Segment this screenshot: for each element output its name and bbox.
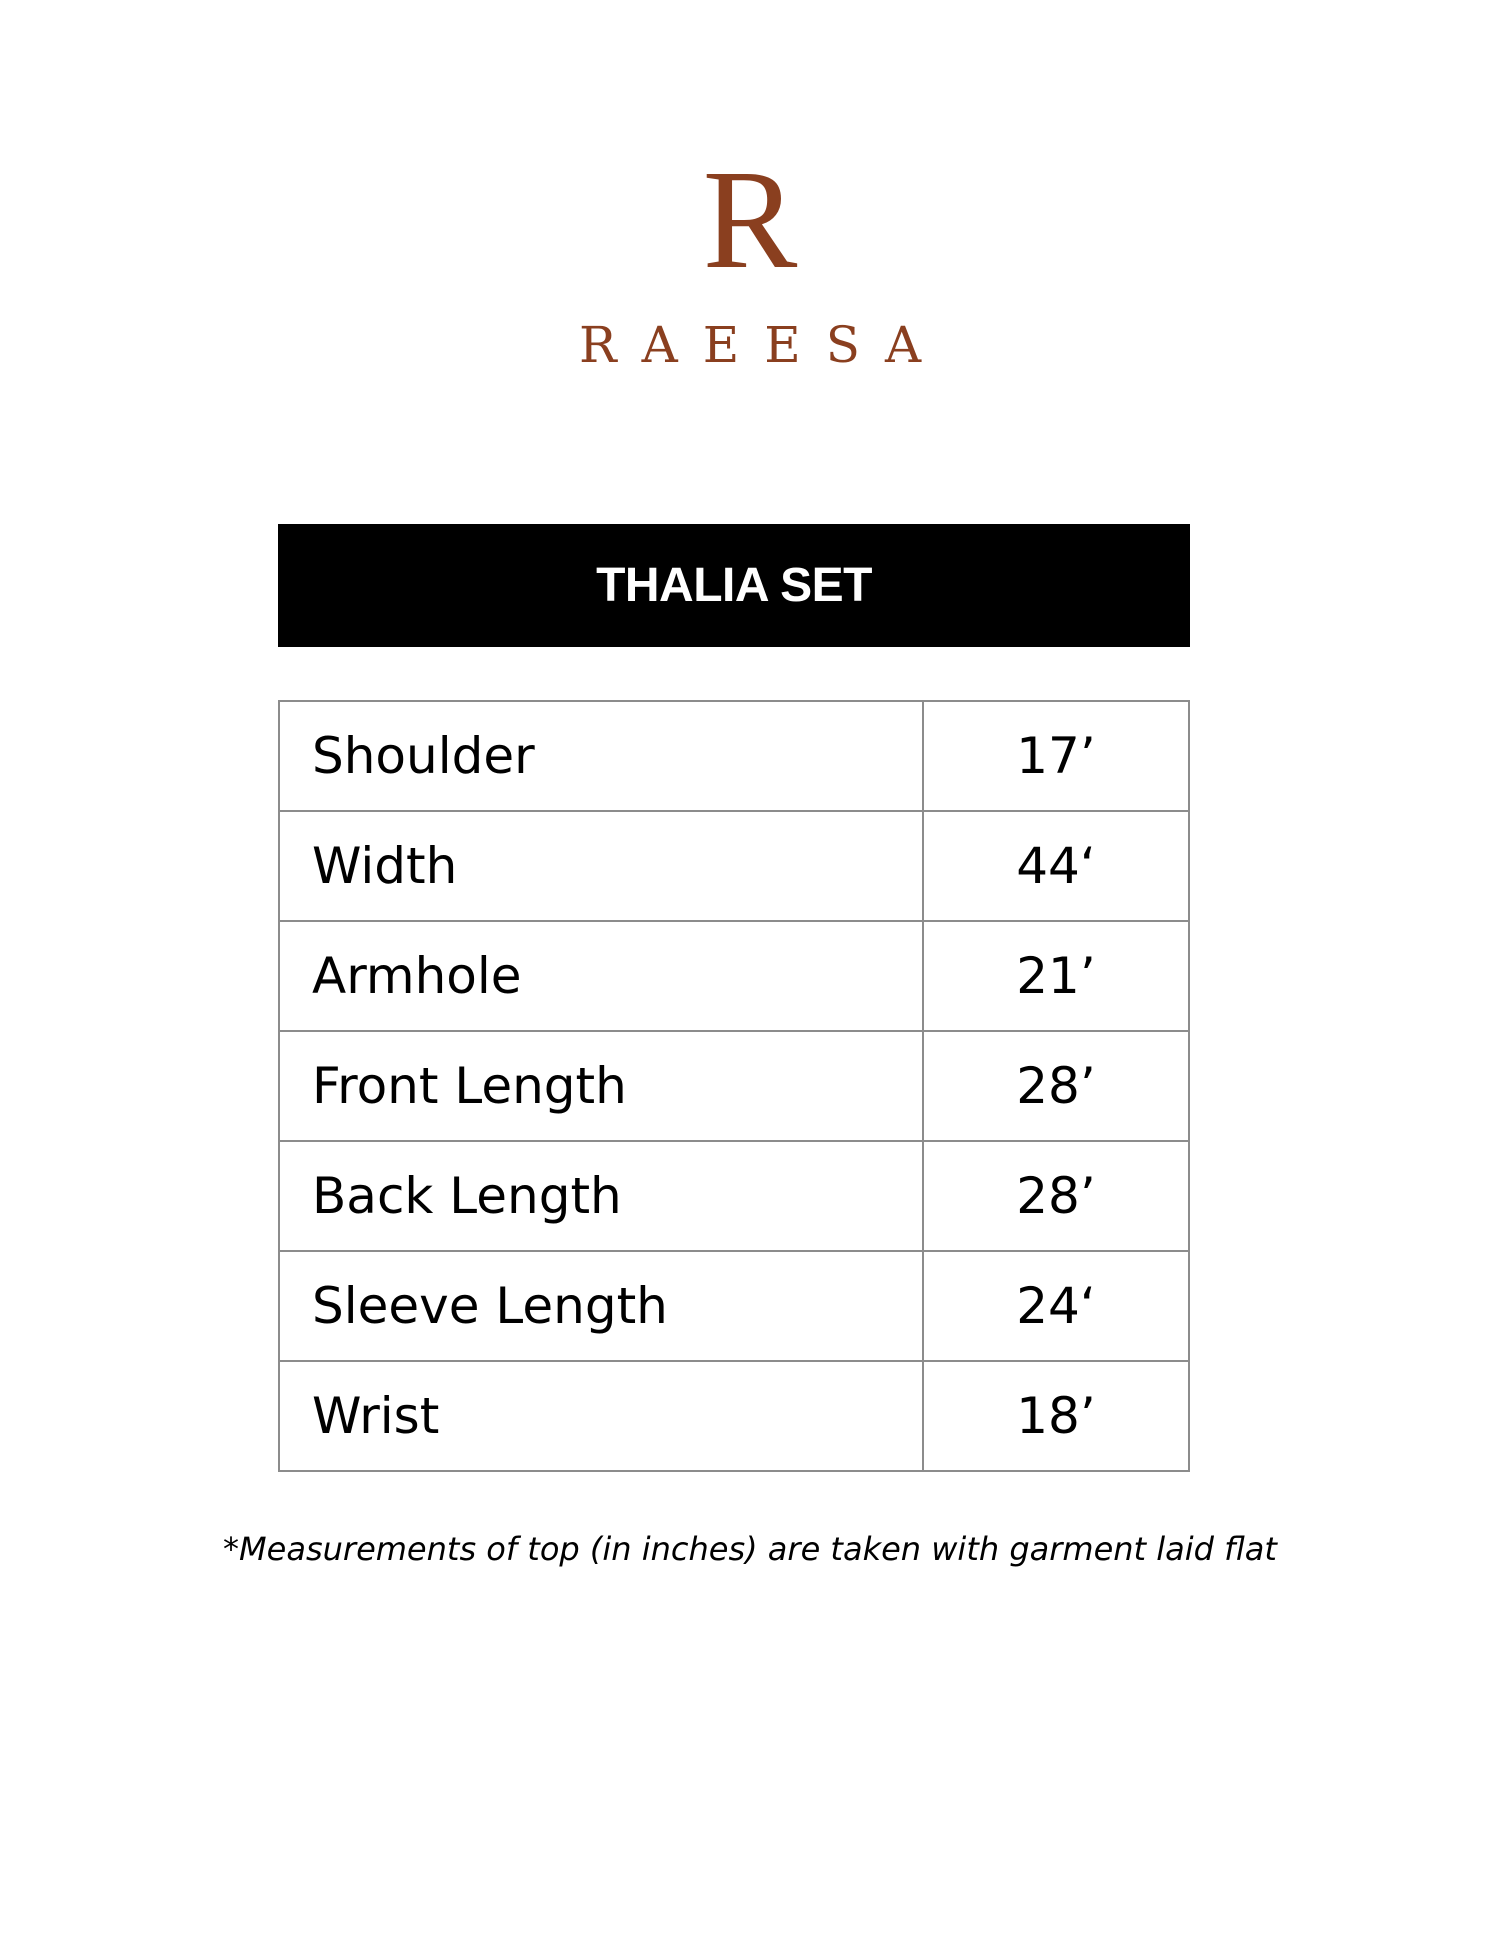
page-title: THALIA SET — [596, 559, 872, 612]
title-bar — [278, 524, 1190, 647]
brand-monogram-letter: R — [702, 140, 798, 298]
measurement-value: 28’ — [923, 1031, 1189, 1141]
measurement-value: 18’ — [923, 1361, 1189, 1471]
table-row — [279, 1361, 1189, 1471]
measurements-table — [278, 700, 1190, 1472]
measurement-label: Armhole — [279, 921, 923, 1031]
measurement-label: Width — [279, 811, 923, 921]
measurement-value: 24‘ — [923, 1251, 1189, 1361]
table-row — [279, 1141, 1189, 1251]
measurement-value: 44‘ — [923, 811, 1189, 921]
measurement-label: Front Length — [279, 1031, 923, 1141]
measurement-label: Back Length — [279, 1141, 923, 1251]
brand-monogram — [670, 140, 830, 298]
table-row — [279, 921, 1189, 1031]
table-row — [279, 811, 1189, 921]
table-row — [279, 701, 1189, 811]
table-row — [279, 1251, 1189, 1361]
table-row — [279, 1031, 1189, 1141]
measurement-label: Shoulder — [279, 701, 923, 811]
measurement-note: *Measurements of top (in inches) are taken with garment laid flat — [223, 1530, 1277, 1568]
measurement-value: 17’ — [923, 701, 1189, 811]
measurement-label: Sleeve Length — [279, 1251, 923, 1361]
measurement-label: Wrist — [279, 1361, 923, 1471]
measurement-value: 21’ — [923, 921, 1189, 1031]
measurement-value: 28’ — [923, 1141, 1189, 1251]
brand-name: RAEESA — [578, 316, 947, 374]
